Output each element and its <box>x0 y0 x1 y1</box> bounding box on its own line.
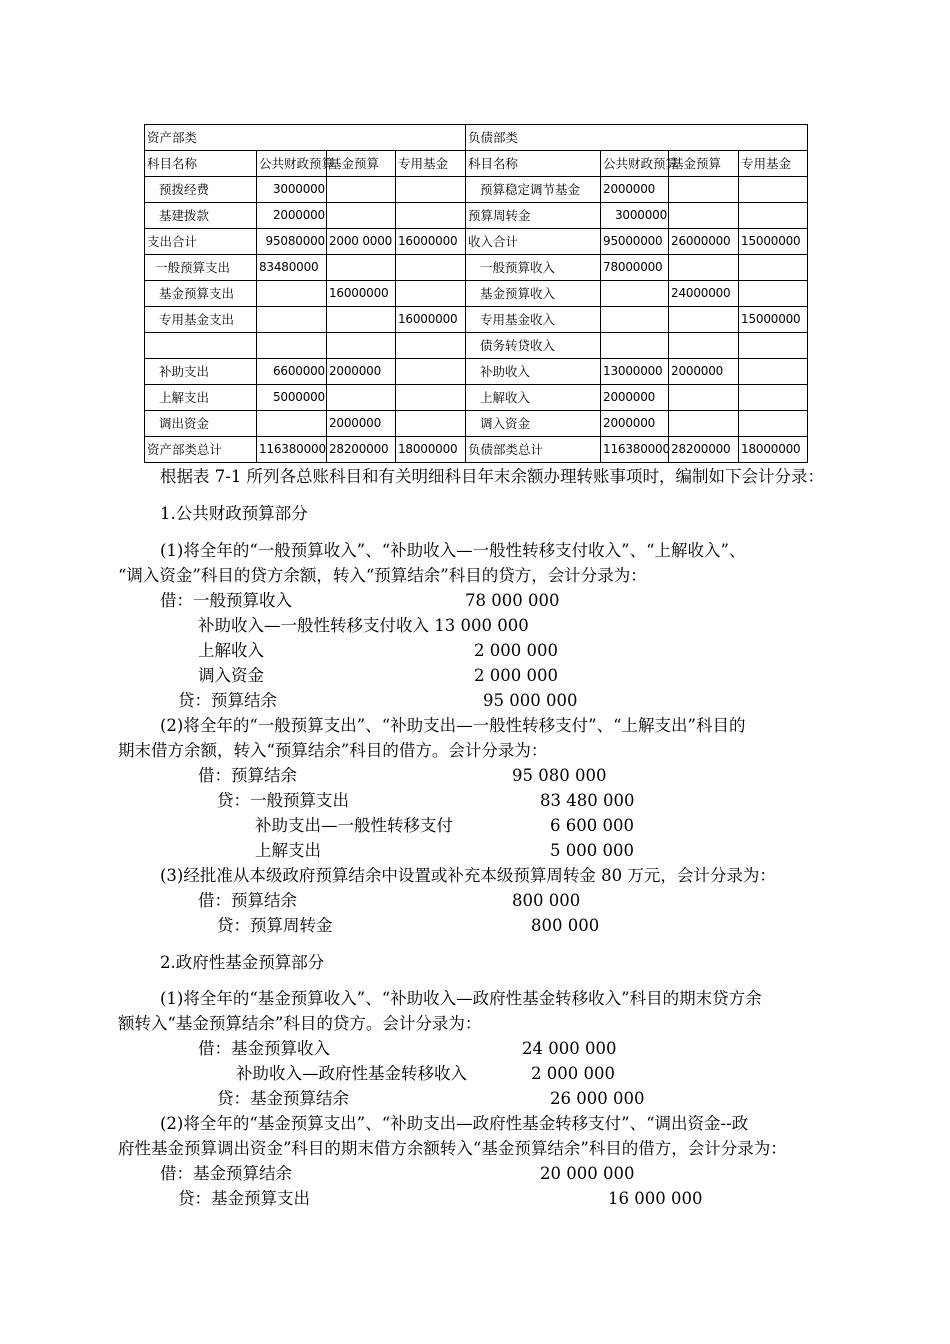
s2-para1-line2: 额转入“基金预算结余”科目的贷方。会计分录为： <box>118 1014 482 1033</box>
col-header-fund-budget: 基金预算 <box>669 151 739 177</box>
liabilities-public-budget-cell: 116380000 <box>601 437 669 463</box>
entry5-credit-amount: 16 000 000 <box>608 1189 703 1208</box>
liabilities-subject-cell: 一般预算收入 <box>466 255 601 281</box>
liabilities-special-fund-cell: 15000000 <box>739 229 808 255</box>
liabilities-fund-budget-cell <box>669 177 739 203</box>
assets-special-fund-cell <box>396 177 466 203</box>
entry5-credit: 贷：基金预算支出 <box>178 1189 310 1208</box>
s1-para2-line2: 期末借方余额，转入“预算结余”科目的借方。会计分录为： <box>118 741 548 760</box>
liabilities-subject-cell: 负债部类总计 <box>466 437 601 463</box>
liabilities-public-budget-cell: 3000000 <box>601 203 669 229</box>
liabilities-public-budget-cell: 78000000 <box>601 255 669 281</box>
entry1-credit-amount: 95 000 000 <box>483 691 578 710</box>
assets-subject-cell: 专用基金支出 <box>145 307 257 333</box>
assets-subject-cell: 调出资金 <box>145 411 257 437</box>
assets-subject-cell: 基金预算支出 <box>145 281 257 307</box>
assets-subject-cell: 基建拨款 <box>145 203 257 229</box>
assets-fund-budget-cell: 2000000 <box>327 411 396 437</box>
assets-subject-cell: 资产部类总计 <box>145 437 257 463</box>
col-header-public-budget: 公共财政预算 <box>257 151 327 177</box>
s1-para1-line2: “调入资金”科目的贷方余额，转入“预算结余”科目的贷方，会计分录为： <box>118 566 647 585</box>
assets-public-budget-cell <box>257 333 327 359</box>
liabilities-fund-budget-cell <box>669 255 739 281</box>
assets-special-fund-cell <box>396 385 466 411</box>
assets-public-budget-cell <box>257 281 327 307</box>
assets-public-budget-cell <box>257 411 327 437</box>
assets-public-budget-cell: 116380000 <box>257 437 327 463</box>
entry1-debit: 借：一般预算收入 <box>160 591 292 610</box>
assets-fund-budget-cell: 2000 0000 <box>327 229 396 255</box>
table-row <box>145 229 808 255</box>
assets-public-budget-cell: 6600000 <box>257 359 327 385</box>
assets-public-budget-cell: 95080000 <box>257 229 327 255</box>
liabilities-subject-cell: 调入资金 <box>466 411 601 437</box>
assets-special-fund-cell <box>396 411 466 437</box>
assets-subject-cell: 上解支出 <box>145 385 257 411</box>
entry3-debit: 借：预算结余 <box>198 891 297 910</box>
assets-special-fund-cell <box>396 203 466 229</box>
liabilities-subject-cell: 上解收入 <box>466 385 601 411</box>
entry3-debit-amount: 800 000 <box>512 891 581 910</box>
liabilities-special-fund-cell <box>739 203 808 229</box>
liabilities-subject-cell: 收入合计 <box>466 229 601 255</box>
entry1-line3-amount: 2 000 000 <box>474 641 558 660</box>
s2-para2-line2: 府性基金预算调出资金”科目的期末借方余额转入“基金预算结余”科目的借方，会计分录为： <box>118 1139 787 1158</box>
liabilities-special-fund-cell <box>739 385 808 411</box>
table-row <box>145 385 808 411</box>
liabilities-special-fund-cell <box>739 411 808 437</box>
liabilities-public-budget-cell: 2000000 <box>601 385 669 411</box>
s1-para3: (3)经批准从本级政府预算结余中设置或补充本级预算周转金 80 万元，会计分录为： <box>160 866 776 885</box>
table-row <box>145 255 808 281</box>
liabilities-special-fund-cell: 18000000 <box>739 437 808 463</box>
liabilities-fund-budget-cell: 24000000 <box>669 281 739 307</box>
entry3-credit-amount: 800 000 <box>531 916 600 935</box>
assets-subject-cell: 补助支出 <box>145 359 257 385</box>
liabilities-public-budget-cell <box>601 307 669 333</box>
liabilities-public-budget-cell: 2000000 <box>601 411 669 437</box>
assets-special-fund-cell: 16000000 <box>396 307 466 333</box>
assets-fund-budget-cell <box>327 255 396 281</box>
table-row <box>145 333 808 359</box>
liabilities-public-budget-cell <box>601 281 669 307</box>
col-header-special-fund: 专用基金 <box>739 151 808 177</box>
entry2-line4-amount: 5 000 000 <box>550 841 634 860</box>
assets-fund-budget-cell: 28200000 <box>327 437 396 463</box>
col-header-fund-budget: 基金预算 <box>327 151 396 177</box>
assets-fund-budget-cell <box>327 333 396 359</box>
s1-para1-line1: (1)将全年的“一般预算收入”、“补助收入—一般性转移支付收入”、“上解收入”、 <box>160 541 746 560</box>
liabilities-fund-budget-cell <box>669 203 739 229</box>
liabilities-subject-cell: 基金预算收入 <box>466 281 601 307</box>
liabilities-subject-cell: 补助收入 <box>466 359 601 385</box>
liabilities-fund-budget-cell <box>669 307 739 333</box>
assets-subject-cell: 预拨经费 <box>145 177 257 203</box>
assets-special-fund-cell: 16000000 <box>396 229 466 255</box>
liabilities-fund-budget-cell: 26000000 <box>669 229 739 255</box>
table-row <box>145 177 808 203</box>
table-row <box>145 359 808 385</box>
col-header-special-fund: 专用基金 <box>396 151 466 177</box>
liabilities-special-fund-cell <box>739 359 808 385</box>
section-header-row <box>145 125 808 151</box>
entry4-line2-amount: 2 000 000 <box>531 1064 615 1083</box>
col-header-public-budget: 公共财政预算 <box>601 151 669 177</box>
liabilities-special-fund-cell <box>739 177 808 203</box>
col-header-subject: 科目名称 <box>145 151 257 177</box>
assets-special-fund-cell <box>396 359 466 385</box>
entry2-credit-amount: 83 480 000 <box>540 791 635 810</box>
entry1-credit: 贷：预算结余 <box>178 691 277 710</box>
assets-subject-cell <box>145 333 257 359</box>
intro-paragraph: 根据表 7-1 所列各总账科目和有关明细科目年末余额办理转账事项时，编制如下会计分录： <box>160 467 825 486</box>
assets-public-budget-cell: 3000000 <box>257 177 327 203</box>
assets-special-fund-cell: 18000000 <box>396 437 466 463</box>
assets-fund-budget-cell <box>327 203 396 229</box>
liabilities-special-fund-cell: 15000000 <box>739 307 808 333</box>
liabilities-fund-budget-cell <box>669 385 739 411</box>
entry3-credit: 贷：预算周转金 <box>217 916 333 935</box>
liabilities-public-budget-cell: 95000000 <box>601 229 669 255</box>
assets-fund-budget-cell: 2000000 <box>327 359 396 385</box>
liabilities-subject-cell: 专用基金收入 <box>466 307 601 333</box>
liabilities-special-fund-cell <box>739 333 808 359</box>
entry2-line4: 上解支出 <box>255 841 321 860</box>
liabilities-section-header: 负债部类 <box>466 125 808 151</box>
entry1-line4: 调入资金 <box>198 666 264 685</box>
entry5-debit: 借：基金预算结余 <box>160 1164 292 1183</box>
table-row <box>145 437 808 463</box>
assets-public-budget-cell: 5000000 <box>257 385 327 411</box>
liabilities-public-budget-cell <box>601 333 669 359</box>
assets-special-fund-cell <box>396 255 466 281</box>
s2-para1-line1: (1)将全年的“基金预算收入”、“补助收入—政府性基金转移收入”科目的期末贷方余 <box>160 989 762 1008</box>
liabilities-subject-cell: 预算周转金 <box>466 203 601 229</box>
liabilities-public-budget-cell: 13000000 <box>601 359 669 385</box>
liabilities-fund-budget-cell: 28200000 <box>669 437 739 463</box>
assets-public-budget-cell: 83480000 <box>257 255 327 281</box>
assets-public-budget-cell: 2000000 <box>257 203 327 229</box>
entry4-credit: 贷：基金预算结余 <box>217 1089 349 1108</box>
assets-fund-budget-cell <box>327 177 396 203</box>
assets-subject-cell: 支出合计 <box>145 229 257 255</box>
assets-fund-budget-cell <box>327 385 396 411</box>
entry2-line3-amount: 6 600 000 <box>550 816 634 835</box>
table-row <box>145 203 808 229</box>
liabilities-subject-cell: 预算稳定调节基金 <box>466 177 601 203</box>
liabilities-special-fund-cell <box>739 255 808 281</box>
assets-fund-budget-cell <box>327 307 396 333</box>
entry1-line4-amount: 2 000 000 <box>474 666 558 685</box>
s2-para2-line1: (2)将全年的“基金预算支出”、“补助支出—政府性基金转移支付”、“调出资金--政 <box>160 1114 749 1133</box>
entry4-credit-amount: 26 000 000 <box>550 1089 645 1108</box>
assets-subject-cell: 一般预算支出 <box>145 255 257 281</box>
assets-special-fund-cell <box>396 333 466 359</box>
assets-section-header: 资产部类 <box>145 125 466 151</box>
balance-table <box>144 124 808 463</box>
entry1-line2: 补助收入—一般性转移支付收入 13 000 000 <box>198 616 529 635</box>
liabilities-fund-budget-cell: 2000000 <box>669 359 739 385</box>
liabilities-fund-budget-cell <box>669 333 739 359</box>
column-header-row <box>145 151 808 177</box>
entry4-line2: 补助收入—政府性基金转移收入 <box>236 1064 467 1083</box>
section-2-title: 2.政府性基金预算部分 <box>160 953 325 972</box>
entry2-debit: 借：预算结余 <box>198 766 297 785</box>
entry2-credit: 贷：一般预算支出 <box>217 791 349 810</box>
s1-para2-line1: (2)将全年的“一般预算支出”、“补助支出—一般性转移支付”、“上解支出”科目的 <box>160 716 746 735</box>
entry4-debit: 借：基金预算收入 <box>198 1039 330 1058</box>
entry1-line3: 上解收入 <box>198 641 264 660</box>
entry1-debit-amount: 78 000 000 <box>465 591 560 610</box>
table-row <box>145 411 808 437</box>
liabilities-fund-budget-cell <box>669 411 739 437</box>
entry5-debit-amount: 20 000 000 <box>540 1164 635 1183</box>
section-1-title: 1.公共财政预算部分 <box>160 504 308 523</box>
entry4-debit-amount: 24 000 000 <box>522 1039 617 1058</box>
entry2-debit-amount: 95 080 000 <box>512 766 607 785</box>
assets-fund-budget-cell: 16000000 <box>327 281 396 307</box>
assets-public-budget-cell <box>257 307 327 333</box>
assets-special-fund-cell <box>396 281 466 307</box>
liabilities-subject-cell: 债务转贷收入 <box>466 333 601 359</box>
entry2-line3: 补助支出—一般性转移支付 <box>255 816 453 835</box>
liabilities-special-fund-cell <box>739 281 808 307</box>
liabilities-public-budget-cell: 2000000 <box>601 177 669 203</box>
col-header-subject: 科目名称 <box>466 151 601 177</box>
table-row <box>145 307 808 333</box>
table-row <box>145 281 808 307</box>
